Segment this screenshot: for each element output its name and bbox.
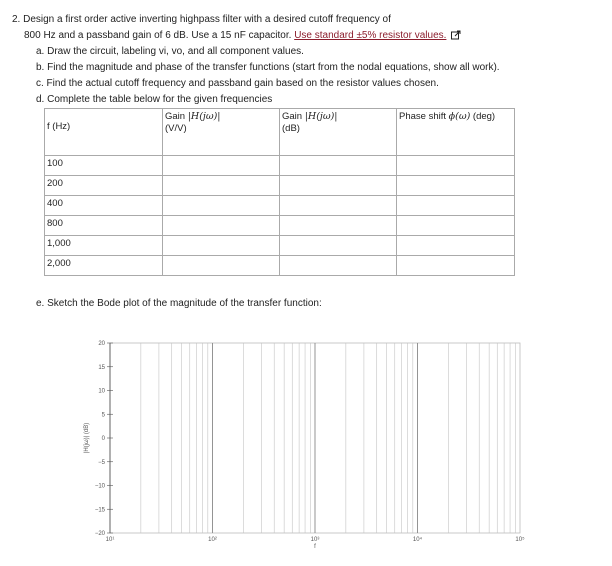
gain-vv-cell[interactable] — [163, 216, 280, 236]
table-row — [45, 216, 515, 236]
header-gain-db-unit: (dB) — [282, 123, 300, 134]
part-d: d. Complete the table below for the given frequencies — [36, 94, 273, 105]
header-phase — [397, 109, 515, 156]
freq-cell: 800 — [45, 216, 163, 236]
gain-vv-cell[interactable] — [163, 176, 280, 196]
gain-vv-cell[interactable] — [163, 236, 280, 256]
gain-db-cell[interactable] — [280, 216, 397, 236]
header-gain-vv-expr: |H(jω)| — [187, 111, 221, 122]
frequency-table — [44, 108, 515, 276]
freq-cell: 200 — [45, 176, 163, 196]
table-header-row — [45, 109, 515, 156]
x-tick-label: 10⁵ — [515, 537, 525, 543]
phase-cell[interactable] — [397, 196, 515, 216]
freq-cell: 1,000 — [45, 236, 163, 256]
x-tick-label: 10² — [208, 537, 217, 543]
gain-db-cell[interactable] — [280, 196, 397, 216]
freq-cell: 2,000 — [45, 256, 163, 276]
phase-cell[interactable] — [397, 236, 515, 256]
phase-cell[interactable] — [397, 156, 515, 176]
phase-cell[interactable] — [397, 216, 515, 236]
gain-vv-cell[interactable] — [163, 196, 280, 216]
y-tick-label: 10 — [98, 388, 105, 395]
resistor-values-link[interactable]: Use standard ±5% resistor values. — [294, 30, 447, 41]
part-e: e. Sketch the Bode plot of the magnitude of the transfer function: — [36, 298, 322, 309]
gain-db-cell[interactable] — [280, 156, 397, 176]
y-tick-label: −15 — [94, 507, 105, 514]
part-a: a. Draw the circuit, labeling vi, vo, and all component values. — [36, 46, 304, 57]
bode-labels — [84, 341, 525, 550]
y-tick-label: −20 — [94, 531, 105, 537]
y-tick-label: −5 — [98, 459, 105, 466]
y-tick-label: −10 — [94, 483, 105, 490]
header-phase-expr: ϕ(ω) — [448, 111, 471, 122]
header-phase-unit: (deg) — [470, 111, 496, 122]
problem-line-2 — [24, 30, 461, 42]
x-tick-label: 10³ — [310, 537, 320, 543]
freq-cell: 100 — [45, 156, 163, 176]
table-row — [45, 156, 515, 176]
problem-line-2-text: 800 Hz and a passband gain of 6 dB. Use a 15 nF capacitor. — [24, 30, 292, 41]
header-gain-vv-prefix: Gain — [165, 111, 188, 122]
header-gain-db-expr: |H(jω)| — [304, 111, 338, 122]
external-link-icon[interactable] — [451, 30, 461, 40]
y-tick-label: 0 — [101, 436, 105, 442]
x-axis-label: f — [314, 544, 316, 550]
header-gain-db — [280, 109, 397, 156]
header-gain-db-prefix: Gain — [282, 111, 305, 122]
part-c: c. Find the actual cutoff frequency and passband gain based on the resistor values chosen. — [36, 78, 439, 89]
gain-db-cell[interactable] — [280, 256, 397, 276]
phase-cell[interactable] — [397, 176, 515, 196]
y-tick-label: 20 — [98, 341, 105, 347]
table-row — [45, 236, 515, 256]
header-phase-prefix: Phase shift — [399, 111, 449, 122]
table-row — [45, 256, 515, 276]
gain-db-cell[interactable] — [280, 176, 397, 196]
header-gain-vv — [163, 109, 280, 156]
x-tick-label: 10¹ — [105, 537, 115, 543]
bode-grid — [110, 343, 520, 533]
x-tick-label: 10⁴ — [412, 537, 423, 543]
gain-db-cell[interactable] — [280, 236, 397, 256]
header-gain-vv-unit: (V/V) — [165, 123, 187, 134]
bode-plot — [80, 335, 530, 560]
phase-cell[interactable] — [397, 256, 515, 276]
y-axis-label: |H(jω)| (dB) — [84, 422, 90, 454]
part-b: b. Find the magnitude and phase of the transfer functions (start from the nodal equations, show all work). — [36, 62, 500, 73]
table-row — [45, 176, 515, 196]
gain-vv-cell[interactable] — [163, 256, 280, 276]
y-tick-label: 5 — [101, 412, 105, 419]
freq-cell: 400 — [45, 196, 163, 216]
header-freq: f (Hz) — [45, 109, 163, 156]
table-row — [45, 196, 515, 216]
bode-axes — [107, 343, 113, 533]
y-tick-label: 15 — [98, 364, 105, 371]
problem-line-1: 2. Design a first order active inverting highpass filter with a desired cutoff frequency of — [12, 14, 391, 25]
gain-vv-cell[interactable] — [163, 156, 280, 176]
